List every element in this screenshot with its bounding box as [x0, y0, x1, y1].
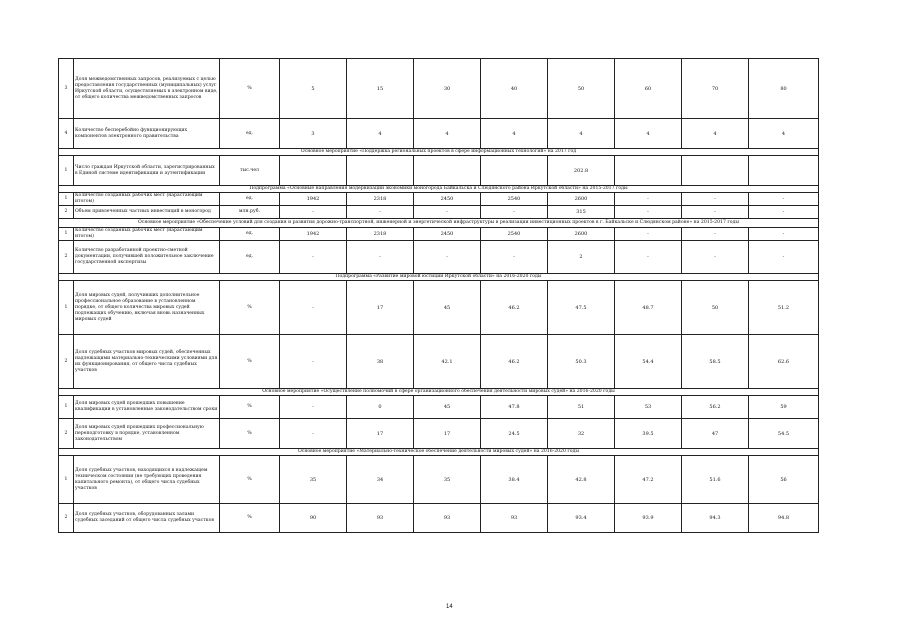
value-cell: 51: [548, 396, 615, 419]
section-header-row: [59, 149, 819, 156]
value-cell: 45: [414, 281, 481, 335]
value-cell: 56.2: [682, 396, 749, 419]
value-cell: -: [749, 193, 819, 206]
value-cell: 80: [749, 59, 819, 119]
value-cell: 4: [347, 119, 414, 149]
value-cell: 58.5: [682, 335, 749, 389]
value-cell: -: [347, 241, 414, 274]
indicator-name-cell: Доля мировых судей прошедших повышение квалификации в установленные законодательством сроки: [74, 396, 220, 419]
value-cell: 47.8: [481, 396, 548, 419]
value-cell: 17: [347, 419, 414, 449]
unit-cell: млн.руб.: [220, 206, 280, 219]
value-cell: 15: [347, 59, 414, 119]
value-cell: 51.6: [682, 456, 749, 504]
table-row: [59, 228, 819, 241]
value-cell: 0: [347, 396, 414, 419]
value-cell: -: [481, 206, 548, 219]
row-number-cell: 2: [59, 419, 74, 449]
value-cell: 93.9: [615, 504, 682, 533]
value-cell: 5: [280, 59, 347, 119]
indicator-name-cell: Доля судебных участков, находящихся в надлежащем техническом состоянии (не требующих проведения капитального ремонта), от общего числа судебных участков: [74, 456, 220, 504]
table-row: [59, 241, 819, 274]
value-cell: [749, 156, 819, 186]
value-cell: 93: [347, 504, 414, 533]
value-cell: 2318: [347, 228, 414, 241]
value-cell: -: [280, 419, 347, 449]
unit-cell: ед.: [220, 241, 280, 274]
value-cell: 17: [414, 419, 481, 449]
unit-cell: %: [220, 335, 280, 389]
section-header-text: Основное мероприятие «Материально-техническое обеспечение деятельности мировых судей» на 2016-2020 годы: [59, 449, 819, 456]
value-cell: -: [280, 335, 347, 389]
value-cell: 56: [749, 456, 819, 504]
section-header-text: Основное мероприятие «Обеспечение условий для создания и развития дорожно-транспортной, инженерной и энергетической инфраструктуры в реализации инвестиционных проектов в г. Байкальске и Слюдянском районе» на 2015-2017 годы: [59, 219, 819, 228]
section-header-text: Подпрограмма «Развитие мировой юстиции Иркутской области» на 2016-2020 годы: [59, 274, 819, 281]
value-cell: 1942: [280, 193, 347, 206]
row-number-cell: 1: [59, 156, 74, 186]
value-cell: 45: [414, 396, 481, 419]
value-cell: [615, 156, 682, 186]
value-cell: 50: [548, 59, 615, 119]
unit-cell: %: [220, 281, 280, 335]
indicator-name-cell: Доля мировых судей, получивших дополнительное профессиональное образование в установленном порядке, от общего количества мировых судей подлежащих обучению, включая вновь назначенных мировых судей: [74, 281, 220, 335]
section-header-row: [59, 389, 819, 396]
value-cell: 46.2: [481, 281, 548, 335]
value-cell: 62.6: [749, 335, 819, 389]
value-cell: -: [749, 206, 819, 219]
value-cell: -: [347, 206, 414, 219]
unit-cell: тыс.чел: [220, 156, 280, 186]
value-cell: 4: [481, 119, 548, 149]
indicator-name-cell: Объем привлеченных частных инвестиций в моногород: [74, 206, 220, 219]
section-header-row: [59, 186, 819, 193]
table-row: [59, 206, 819, 219]
value-cell: 2318: [347, 193, 414, 206]
value-cell: -: [749, 228, 819, 241]
value-cell: -: [280, 206, 347, 219]
value-cell: -: [280, 281, 347, 335]
page-number: 14: [446, 604, 453, 610]
indicator-name-cell: Доля мировых судей прошедших профессиональную переподготовку в порядке, установленном законодательством: [74, 419, 220, 449]
value-cell: 3: [280, 119, 347, 149]
value-cell: 94.3: [682, 504, 749, 533]
value-cell: 4: [548, 119, 615, 149]
value-cell: -: [682, 241, 749, 274]
row-number-cell: 1: [59, 456, 74, 504]
row-number-cell: 1: [59, 228, 74, 241]
value-cell: [280, 156, 347, 186]
table-row: [59, 396, 819, 419]
section-header-text: Основное мероприятие «Осуществление полномочий в сфере организационного обеспечения деятельности мировых судей» на 2016-2020 годы: [59, 389, 819, 396]
value-cell: 1942: [280, 228, 347, 241]
value-cell: 47: [682, 419, 749, 449]
unit-cell: ед.: [220, 228, 280, 241]
value-cell: -: [414, 206, 481, 219]
value-cell: 4: [615, 119, 682, 149]
value-cell: 90: [280, 504, 347, 533]
table-row: [59, 193, 819, 206]
unit-cell: %: [220, 59, 280, 119]
value-cell: 93: [414, 504, 481, 533]
indicator-name-cell: Количество разработанной проектно-сметной документации, получившей положительное заключение государственной экспертизы: [74, 241, 220, 274]
value-cell: 54.5: [749, 419, 819, 449]
value-cell: -: [481, 241, 548, 274]
value-cell: 50: [682, 281, 749, 335]
value-cell: -: [682, 193, 749, 206]
value-cell: 2450: [414, 193, 481, 206]
value-cell: 48.7: [615, 281, 682, 335]
value-cell: 53: [615, 396, 682, 419]
value-cell: 34: [347, 456, 414, 504]
value-cell: [481, 156, 548, 186]
indicator-name-cell: Число граждан Иркутской области, зарегистрированных в Единой системе идентификации и аутентификации: [74, 156, 220, 186]
table-row: [59, 335, 819, 389]
value-cell: 35: [280, 456, 347, 504]
table-row: [59, 456, 819, 504]
value-cell: [347, 156, 414, 186]
value-cell: 4: [749, 119, 819, 149]
indicator-name-cell: Количество бесперебойно функционирующих компонентов электронного правительства: [74, 119, 220, 149]
indicator-name-cell: Доля межведомственных запросов, реализуемых с целью предоставления государственных (муниципальных) услуг Иркутской области, осуществляемых в электронном виде, от общего количества межведомственных запросов: [74, 59, 220, 119]
document-page: [58, 58, 818, 533]
value-cell: 4: [682, 119, 749, 149]
row-number-cell: 1: [59, 281, 74, 335]
table-row: [59, 59, 819, 119]
value-cell: [682, 156, 749, 186]
row-number-cell: 2: [59, 504, 74, 533]
value-cell: 50.3: [548, 335, 615, 389]
value-cell: 4: [414, 119, 481, 149]
value-cell: 59: [749, 396, 819, 419]
table-row: [59, 504, 819, 533]
value-cell: -: [615, 241, 682, 274]
value-cell: 2450: [414, 228, 481, 241]
value-cell: 60: [615, 59, 682, 119]
unit-cell: %: [220, 456, 280, 504]
row-number-cell: 1: [59, 396, 74, 419]
value-cell: 2600: [548, 193, 615, 206]
table-row: [59, 119, 819, 149]
row-number-cell: 2: [59, 206, 74, 219]
row-number-cell: 2: [59, 241, 74, 274]
value-cell: 38.4: [481, 456, 548, 504]
value-cell: 2600: [548, 228, 615, 241]
value-cell: 202.8: [548, 156, 615, 186]
indicator-name-cell: Доля судебных участков мировых судей, обеспеченных надлежащими материально-техническими условиями для их функционирования, от общего числа судебных участков: [74, 335, 220, 389]
value-cell: 315: [548, 206, 615, 219]
value-cell: 46.2: [481, 335, 548, 389]
value-cell: -: [615, 206, 682, 219]
value-cell: 2540: [481, 228, 548, 241]
table-row: [59, 156, 819, 186]
value-cell: -: [414, 241, 481, 274]
value-cell: 35: [414, 456, 481, 504]
value-cell: 24.5: [481, 419, 548, 449]
value-cell: 2540: [481, 193, 548, 206]
value-cell: 38: [347, 335, 414, 389]
value-cell: -: [280, 396, 347, 419]
value-cell: -: [615, 193, 682, 206]
value-cell: 70: [682, 59, 749, 119]
value-cell: -: [682, 206, 749, 219]
unit-cell: ед.: [220, 193, 280, 206]
indicator-name-cell: Количество созданных рабочих мест (нарастающим итогом): [74, 228, 220, 241]
section-header-text: Подпрограмма «Основные направления модернизации экономики моногорода Байкальска и Слюдянского района Иркутской области» на 2015-2017 годы: [59, 186, 819, 193]
value-cell: -: [749, 241, 819, 274]
indicators-table: [58, 58, 819, 533]
row-number-cell: 1: [59, 193, 74, 206]
section-header-row: [59, 274, 819, 281]
value-cell: 30: [414, 59, 481, 119]
unit-cell: ед.: [220, 119, 280, 149]
value-cell: -: [682, 228, 749, 241]
unit-cell: %: [220, 396, 280, 419]
section-header-text: Основное мероприятие «Поддержка региональных проектов в сфере информационных технологий» на 2017 год: [59, 149, 819, 156]
value-cell: 42.1: [414, 335, 481, 389]
value-cell: 51.2: [749, 281, 819, 335]
value-cell: 47.5: [548, 281, 615, 335]
value-cell: [414, 156, 481, 186]
value-cell: 93.4: [548, 504, 615, 533]
table-row: [59, 419, 819, 449]
row-number-cell: 3: [59, 59, 74, 119]
indicator-name-cell: Доля судебных участков, оборудованных залами судебных заседаний от общего числа судебных участков: [74, 504, 220, 533]
table-row: [59, 281, 819, 335]
value-cell: 2: [548, 241, 615, 274]
value-cell: 93: [481, 504, 548, 533]
unit-cell: %: [220, 504, 280, 533]
value-cell: 94.8: [749, 504, 819, 533]
value-cell: 40: [481, 59, 548, 119]
value-cell: 39.5: [615, 419, 682, 449]
row-number-cell: 4: [59, 119, 74, 149]
value-cell: -: [280, 241, 347, 274]
value-cell: 32: [548, 419, 615, 449]
section-header-row: [59, 449, 819, 456]
value-cell: 47.2: [615, 456, 682, 504]
value-cell: 54.4: [615, 335, 682, 389]
row-number-cell: 2: [59, 335, 74, 389]
indicator-name-cell: Количество созданных рабочих мест (нарастающим итогом): [74, 193, 220, 206]
section-header-row: [59, 219, 819, 228]
value-cell: 17: [347, 281, 414, 335]
value-cell: -: [615, 228, 682, 241]
unit-cell: %: [220, 419, 280, 449]
value-cell: 42.8: [548, 456, 615, 504]
